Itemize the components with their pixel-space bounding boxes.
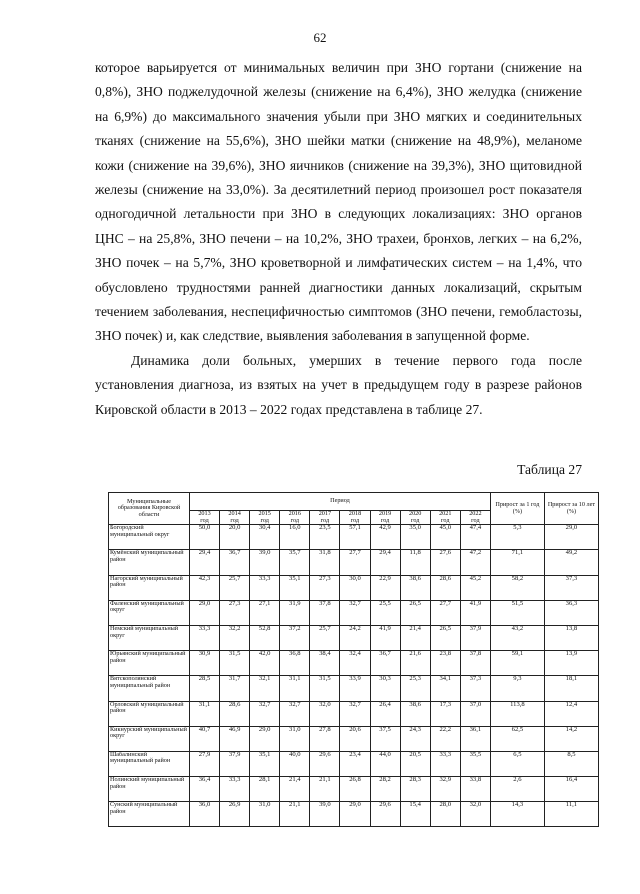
year-value: 29,0 — [250, 726, 280, 751]
year-label: 2020 — [408, 510, 422, 517]
district-name: Нолинский муниципальный район — [109, 777, 190, 802]
year-value: 20,0 — [220, 525, 250, 550]
year-value: 32,0 — [310, 701, 340, 726]
year-value: 36,4 — [189, 777, 219, 802]
year-value: 28,6 — [430, 575, 460, 600]
year-value: 37,8 — [460, 651, 490, 676]
growth-10y-value: 12,4 — [544, 701, 598, 726]
district-name: Фаленский муниципальный округ — [109, 600, 190, 625]
year-value: 47,2 — [460, 550, 490, 575]
year-value: 31,0 — [250, 802, 280, 827]
year-value: 31,5 — [220, 651, 250, 676]
year-value: 41,9 — [460, 600, 490, 625]
year-value: 42,9 — [370, 525, 400, 550]
year-value: 29,0 — [340, 802, 370, 827]
growth-1y-value: 113,8 — [490, 701, 544, 726]
growth-10y-value: 29,0 — [544, 525, 598, 550]
year-value: 21,4 — [280, 777, 310, 802]
year-header — [220, 511, 250, 525]
year-value: 26,5 — [400, 600, 430, 625]
year-value: 26,8 — [340, 777, 370, 802]
table-row — [109, 525, 599, 550]
year-value: 28,6 — [220, 701, 250, 726]
page-number: 62 — [313, 30, 327, 45]
year-unit: год — [290, 516, 300, 524]
district-name: Орловский муниципальный район — [109, 701, 190, 726]
year-value: 23,8 — [430, 651, 460, 676]
year-value: 35,5 — [460, 751, 490, 776]
year-value: 36,1 — [460, 726, 490, 751]
year-header — [460, 511, 490, 525]
year-value: 27,3 — [310, 575, 340, 600]
year-value: 57,1 — [340, 525, 370, 550]
paragraph-2: Динамика доли больных, умерших в течение первого года после установления диагноза, из взятых на учет в предыдущем году в разрезе районов Кировской области в 2013 – 2022 годах представлена в таблице 27. — [95, 352, 582, 417]
year-label: 2017 — [318, 510, 332, 517]
growth-10y-value: 13,8 — [544, 625, 598, 650]
year-value: 23,5 — [310, 525, 340, 550]
year-value: 25,3 — [400, 676, 430, 701]
year-value: 27,8 — [310, 726, 340, 751]
year-value: 21,1 — [280, 802, 310, 827]
year-value: 31,0 — [280, 726, 310, 751]
year-value: 37,9 — [460, 625, 490, 650]
district-name: Кикнурский муниципальный округ — [109, 726, 190, 751]
year-value: 28,5 — [189, 676, 219, 701]
year-value: 37,0 — [460, 701, 490, 726]
growth-10y-value: 16,4 — [544, 777, 598, 802]
year-value: 44,0 — [370, 751, 400, 776]
year-value: 32,7 — [280, 701, 310, 726]
year-value: 35,1 — [250, 751, 280, 776]
growth-10y-value: 37,3 — [544, 575, 598, 600]
year-value: 33,3 — [189, 625, 219, 650]
growth-1y-value: 58,2 — [490, 575, 544, 600]
year-value: 37,5 — [370, 726, 400, 751]
year-value: 26,5 — [430, 625, 460, 650]
district-name: Юрьянский муниципальный район — [109, 651, 190, 676]
year-value: 31,9 — [280, 600, 310, 625]
year-value: 20,6 — [340, 726, 370, 751]
year-value: 42,3 — [189, 575, 219, 600]
year-value: 27,1 — [250, 600, 280, 625]
year-label: 2016 — [288, 510, 301, 517]
year-header — [250, 511, 280, 525]
table-row — [109, 701, 599, 726]
year-value: 36,0 — [189, 802, 219, 827]
year-value: 23,4 — [340, 751, 370, 776]
table-row — [109, 751, 599, 776]
year-value: 31,8 — [310, 550, 340, 575]
year-label: 2019 — [378, 510, 392, 517]
year-value: 29,4 — [370, 550, 400, 575]
year-value: 30,0 — [340, 575, 370, 600]
year-value: 33,3 — [220, 777, 250, 802]
table-row — [109, 802, 599, 827]
growth-1y-value: 2,6 — [490, 777, 544, 802]
year-unit: год — [471, 516, 480, 524]
year-label: 2022 — [469, 510, 482, 517]
growth-1y-value: 59,1 — [490, 651, 544, 676]
year-value: 28,0 — [430, 802, 460, 827]
year-value: 39,0 — [310, 802, 340, 827]
year-unit: год — [441, 516, 450, 524]
year-value: 35,1 — [280, 575, 310, 600]
growth-1y-value: 62,5 — [490, 726, 544, 751]
table-row — [109, 726, 599, 751]
year-value: 34,1 — [430, 676, 460, 701]
header-growth-10y: Прирост за 10 лет (%) — [544, 493, 598, 525]
year-value: 33,9 — [340, 676, 370, 701]
year-value: 22,2 — [430, 726, 460, 751]
header-growth-1y: Прирост за 1 год (%) — [490, 493, 544, 525]
year-unit: год — [260, 516, 269, 524]
year-value: 46,9 — [220, 726, 250, 751]
year-value: 31,5 — [310, 676, 340, 701]
year-value: 32,7 — [340, 600, 370, 625]
table-row — [109, 676, 599, 701]
year-unit: год — [350, 516, 360, 524]
year-value: 21,6 — [400, 651, 430, 676]
year-value: 27,6 — [430, 550, 460, 575]
table-header — [109, 493, 599, 525]
year-unit: год — [230, 516, 239, 524]
year-value: 31,1 — [280, 676, 310, 701]
year-value: 28,3 — [400, 777, 430, 802]
year-value: 21,1 — [310, 777, 340, 802]
year-value: 17,3 — [430, 701, 460, 726]
year-value: 36,7 — [370, 651, 400, 676]
district-name: Нагорский муниципальный район — [109, 575, 190, 600]
district-name: Немский муниципальный округ — [109, 625, 190, 650]
growth-1y-value: 51,5 — [490, 600, 544, 625]
year-value: 27,7 — [340, 550, 370, 575]
year-value: 35,7 — [280, 550, 310, 575]
year-value: 27,3 — [220, 600, 250, 625]
table-row — [109, 575, 599, 600]
year-value: 30,4 — [250, 525, 280, 550]
year-header — [370, 511, 400, 525]
year-value: 37,3 — [460, 676, 490, 701]
year-label: 2018 — [348, 510, 362, 517]
mortality-table — [108, 492, 599, 827]
table-body — [109, 525, 599, 827]
year-value: 27,9 — [189, 751, 219, 776]
year-value: 28,1 — [250, 777, 280, 802]
year-header — [340, 511, 370, 525]
paragraph-1: которое варьируется от минимальных величин при ЗНО гортани (снижение на 0,8%), ЗНО поджелудочной железы (снижение на 6,4%), ЗНО желудка (снижение на 6,9%) до максимального значения убыли при ЗНО мягких и соединительных тканях (снижение на 55,6%), ЗНО шейки матки (снижение на 48,9%), меланоме кожи (снижение на 39,6%), ЗНО яичников (снижение на 39,3%), ЗНО щитовидной железы (снижение на 33,0%). За десятилетний период произошел рост показателя одногодичной летальности при ЗНО в следующих локализациях: ЗНО органов ЦНС – на 25,8%, ЗНО печени – на 10,2%, ЗНО трахеи, бронхов, легких – на 6,2%, ЗНО почек – на 5,7%, ЗНО кроветворной и лимфатических систем – на 1,4%, что обусловлено трудностями ранней диагностики данных локализаций, скрытым течением заболевания, неспецифичностью симптомов (ЗНО печени, гемобластозы, ЗНО почек) и, как следствие, выявления заболевания в запущенной форме. — [95, 60, 582, 344]
year-value: 11,8 — [400, 550, 430, 575]
year-value: 36,8 — [280, 651, 310, 676]
year-value: 42,0 — [250, 651, 280, 676]
growth-1y-value: 43,2 — [490, 625, 544, 650]
year-value: 33,3 — [430, 751, 460, 776]
year-value: 22,9 — [370, 575, 400, 600]
year-unit: год — [410, 516, 420, 524]
year-value: 26,4 — [370, 701, 400, 726]
year-label: 2015 — [258, 510, 271, 517]
growth-10y-value: 11,1 — [544, 802, 598, 827]
district-name: Богородский муниципальный округ — [109, 525, 190, 550]
district-name: Кумёнский муниципальный район — [109, 550, 190, 575]
year-value: 32,4 — [340, 651, 370, 676]
growth-1y-value: 5,3 — [490, 525, 544, 550]
year-value: 36,7 — [220, 550, 250, 575]
growth-10y-value: 18,1 — [544, 676, 598, 701]
year-header — [310, 511, 340, 525]
year-unit: год — [200, 516, 209, 524]
year-value: 37,9 — [220, 751, 250, 776]
year-value: 30,3 — [370, 676, 400, 701]
growth-1y-value: 71,1 — [490, 550, 544, 575]
year-value: 40,7 — [189, 726, 219, 751]
year-value: 37,8 — [310, 600, 340, 625]
year-value: 32,7 — [250, 701, 280, 726]
year-value: 26,9 — [220, 802, 250, 827]
year-value: 38,4 — [310, 651, 340, 676]
year-label: 2014 — [228, 510, 241, 517]
year-value: 37,2 — [280, 625, 310, 650]
year-value: 24,2 — [340, 625, 370, 650]
year-value: 52,8 — [250, 625, 280, 650]
table-row — [109, 600, 599, 625]
year-label: 2013 — [198, 510, 211, 517]
year-value: 31,1 — [189, 701, 219, 726]
body-text — [95, 56, 582, 422]
year-value: 29,6 — [310, 751, 340, 776]
header-period: Период — [189, 493, 490, 511]
year-value: 24,3 — [400, 726, 430, 751]
year-unit: год — [320, 516, 330, 524]
year-value: 15,4 — [400, 802, 430, 827]
year-value: 29,4 — [189, 550, 219, 575]
growth-10y-value: 36,3 — [544, 600, 598, 625]
year-value: 25,7 — [310, 625, 340, 650]
year-value: 47,4 — [460, 525, 490, 550]
table-caption: Таблица 27 — [517, 462, 582, 477]
year-value: 30,9 — [189, 651, 219, 676]
year-value: 29,6 — [370, 802, 400, 827]
table-row — [109, 777, 599, 802]
year-label: 2021 — [439, 510, 452, 517]
year-value: 20,5 — [400, 751, 430, 776]
year-value: 32,1 — [250, 676, 280, 701]
year-value: 35,0 — [400, 525, 430, 550]
district-name: Вятскополянский муниципальный район — [109, 676, 190, 701]
year-header — [280, 511, 310, 525]
table-row — [109, 625, 599, 650]
year-value: 45,2 — [460, 575, 490, 600]
year-value: 32,0 — [460, 802, 490, 827]
table-row — [109, 651, 599, 676]
year-unit: год — [380, 516, 390, 524]
year-value: 28,2 — [370, 777, 400, 802]
growth-10y-value: 14,2 — [544, 726, 598, 751]
year-value: 32,9 — [430, 777, 460, 802]
growth-1y-value: 14,3 — [490, 802, 544, 827]
year-header — [430, 511, 460, 525]
year-value: 38,6 — [400, 701, 430, 726]
growth-1y-value: 6,5 — [490, 751, 544, 776]
district-name: Шабалинский муниципальный район — [109, 751, 190, 776]
year-value: 25,7 — [220, 575, 250, 600]
year-value: 21,4 — [400, 625, 430, 650]
year-value: 32,2 — [220, 625, 250, 650]
year-value: 32,7 — [340, 701, 370, 726]
year-value: 31,7 — [220, 676, 250, 701]
table-row — [109, 550, 599, 575]
year-value: 38,6 — [400, 575, 430, 600]
year-value: 39,0 — [250, 550, 280, 575]
growth-10y-value: 49,2 — [544, 550, 598, 575]
year-value: 29,0 — [189, 600, 219, 625]
header-municipal: Муниципальные образования Кировской области — [109, 493, 190, 525]
year-value: 27,7 — [430, 600, 460, 625]
growth-10y-value: 8,5 — [544, 751, 598, 776]
year-value: 50,0 — [189, 525, 219, 550]
growth-1y-value: 9,3 — [490, 676, 544, 701]
growth-10y-value: 13,9 — [544, 651, 598, 676]
year-value: 33,3 — [250, 575, 280, 600]
district-name: Сунский муниципальный район — [109, 802, 190, 827]
year-header — [189, 511, 219, 525]
year-value: 16,0 — [280, 525, 310, 550]
year-value: 41,9 — [370, 625, 400, 650]
year-value: 45,0 — [430, 525, 460, 550]
year-value: 33,8 — [460, 777, 490, 802]
year-value: 25,5 — [370, 600, 400, 625]
year-value: 40,0 — [280, 751, 310, 776]
year-header — [400, 511, 430, 525]
